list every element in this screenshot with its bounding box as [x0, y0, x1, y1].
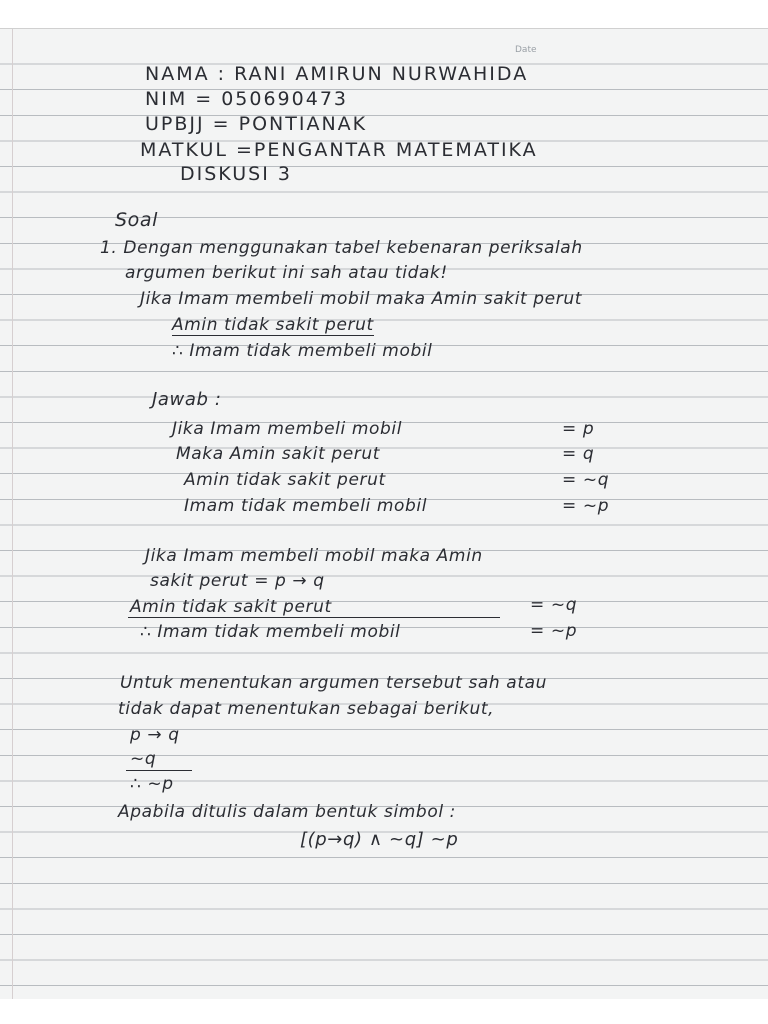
def-symbol-3: = ~q	[562, 470, 610, 490]
discussion-label: DISKUSI 3	[180, 163, 292, 185]
question-line-2: argumen berikut ini sah atau tidak!	[125, 263, 448, 283]
premise-1: Jika Imam membeli mobil maka Amin sakit perut	[140, 289, 582, 309]
form-conclusion: ∴ ~p	[130, 774, 174, 794]
def-symbol-2: = q	[562, 444, 595, 464]
def-text-3: Amin tidak sakit perut	[184, 470, 386, 490]
def-text-1: Jika Imam membeli mobil	[172, 419, 403, 439]
argument-line-1: Jika Imam membeli mobil maka Amin	[145, 546, 483, 566]
course-name: MATKUL =PENGANTAR MATEMATIKA	[140, 139, 538, 161]
student-nim: NIM = 050690473	[145, 88, 349, 110]
notebook-page	[0, 28, 768, 999]
argument-rule	[128, 617, 500, 618]
question-line-1: 1. Dengan menggunakan tabel kebenaran periksalah	[100, 238, 583, 258]
def-text-2: Maka Amin sakit perut	[176, 444, 381, 464]
apabila-line: Apabila ditulis dalam bentuk simbol :	[118, 802, 456, 822]
soal-title: Soal	[115, 209, 159, 231]
form-rule	[126, 770, 192, 771]
question-conclusion: ∴ Imam tidak membeli mobil	[172, 341, 433, 361]
argument-line-3-symbol: = ~q	[530, 595, 578, 615]
untuk-line-1: Untuk menentukan argumen tersebut sah atau	[120, 673, 547, 693]
def-text-4: Imam tidak membeli mobil	[184, 496, 428, 516]
jawab-title: Jawab :	[152, 389, 222, 410]
def-symbol-4: = ~p	[562, 496, 610, 516]
form-premise-2: ~q	[130, 749, 157, 769]
premise-2: Amin tidak sakit perut	[172, 315, 374, 335]
argument-line-2: sakit perut = p → q	[150, 571, 325, 591]
margin-line	[12, 29, 13, 999]
student-name: NAMA : RANI AMIRUN NURWAHIDA	[145, 63, 529, 85]
form-premise-1: p → q	[130, 725, 180, 745]
date-label: Date	[515, 45, 537, 55]
def-symbol-1: = p	[562, 419, 595, 439]
student-upbjj: UPBJJ = PONTIANAK	[145, 113, 368, 135]
symbolic-formula: [(p→q) ∧ ~q] ~p	[300, 829, 459, 850]
argument-line-4-symbol: = ~p	[530, 621, 578, 641]
untuk-line-2: tidak dapat menentukan sebagai berikut,	[118, 699, 495, 719]
argument-line-4: ∴ Imam tidak membeli mobil	[140, 622, 401, 642]
argument-line-3: Amin tidak sakit perut	[130, 597, 332, 617]
